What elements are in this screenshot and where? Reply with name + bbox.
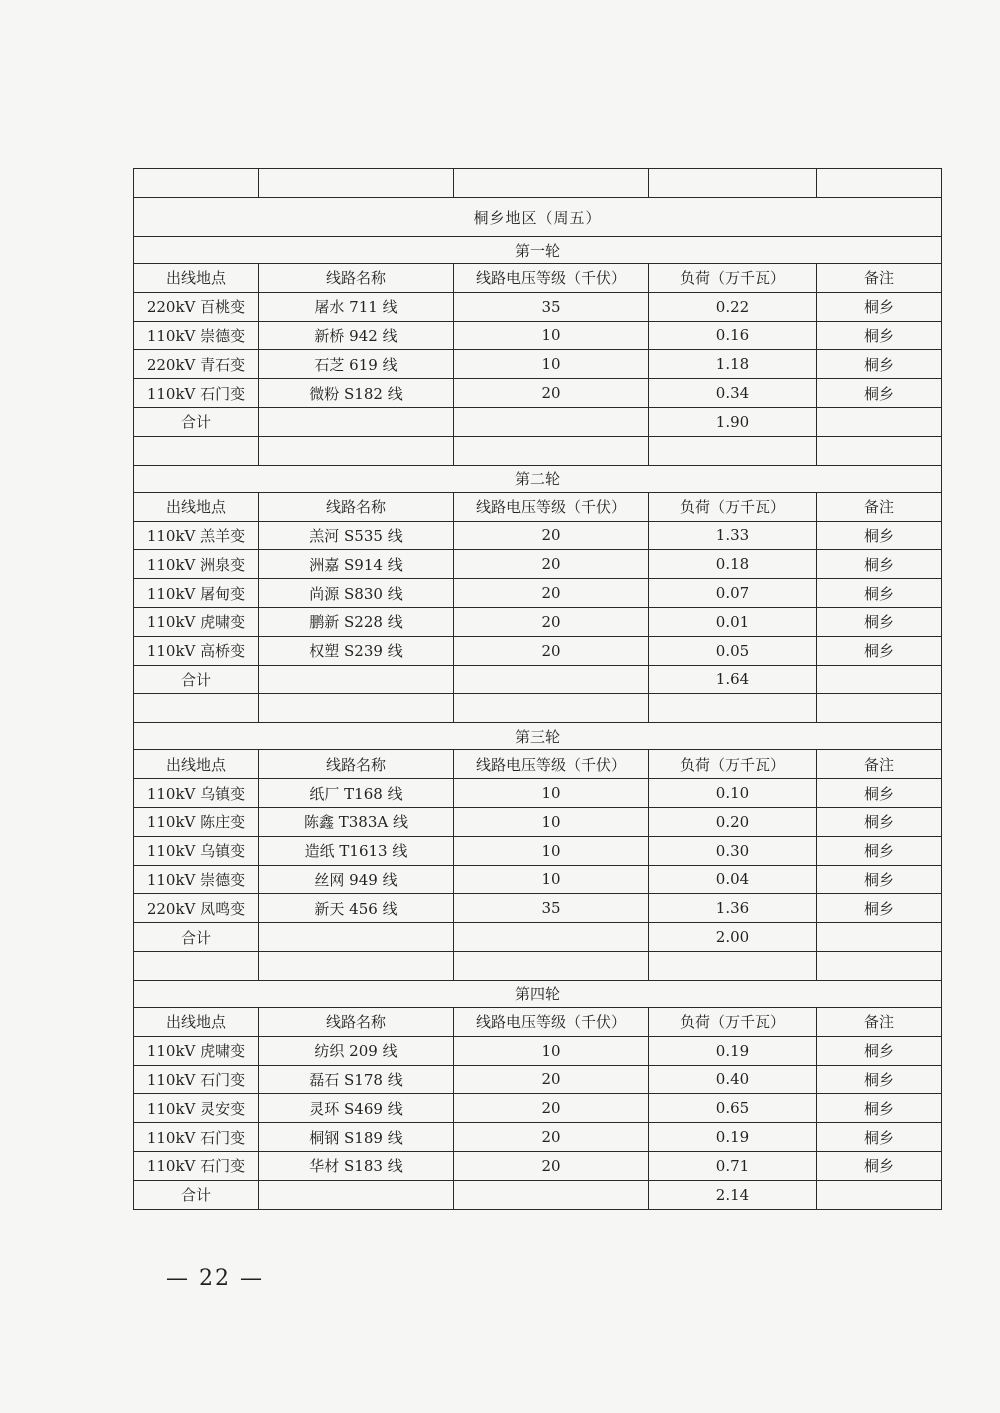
header-voltage: 线路电压等级（千伏） [454,750,649,779]
voltage-cell: 20 [454,1123,649,1152]
round-title-row [134,723,942,750]
voltage-cell: 10 [454,321,649,350]
empty-cell [817,665,942,694]
load-cell: 0.34 [649,379,817,408]
location-cell: 110kV 屠甸变 [134,579,259,608]
empty-cell [259,1180,454,1209]
line-name-cell: 造纸 T1613 线 [259,836,454,865]
round-title: 第四轮 [134,980,942,1007]
voltage-cell: 20 [454,579,649,608]
remark-cell: 桐乡 [817,292,942,321]
remark-cell: 桐乡 [817,607,942,636]
voltage-cell: 20 [454,1151,649,1180]
header-remark: 备注 [817,264,942,293]
empty-cell [454,407,649,436]
spacer-row [134,436,942,465]
empty-cell [259,407,454,436]
table-row [134,779,942,808]
round-title: 第一轮 [134,237,942,264]
header-row [134,492,942,521]
voltage-cell: 20 [454,607,649,636]
load-cell: 0.05 [649,636,817,665]
empty-cell [259,923,454,952]
empty-cell [817,1180,942,1209]
line-name-cell: 羔河 S535 线 [259,521,454,550]
total-label: 合计 [134,665,259,694]
total-value: 2.14 [649,1180,817,1209]
header-line-name: 线路名称 [259,750,454,779]
voltage-cell: 20 [454,521,649,550]
remark-cell: 桐乡 [817,550,942,579]
voltage-cell: 35 [454,894,649,923]
location-cell: 110kV 乌镇变 [134,836,259,865]
total-row [134,923,942,952]
remark-cell: 桐乡 [817,1065,942,1094]
remark-cell: 桐乡 [817,779,942,808]
voltage-cell: 10 [454,1036,649,1065]
table-row [134,1151,942,1180]
location-cell: 110kV 羔羊变 [134,521,259,550]
location-cell: 110kV 石门变 [134,379,259,408]
load-cell: 0.18 [649,550,817,579]
region-title-row [134,198,942,237]
table-row [134,607,942,636]
header-location: 出线地点 [134,264,259,293]
empty-cell [817,923,942,952]
header-location: 出线地点 [134,492,259,521]
remark-cell: 桐乡 [817,1123,942,1152]
table-row [134,321,942,350]
location-cell: 220kV 青石变 [134,350,259,379]
round-title-row [134,980,942,1007]
empty-cell [259,665,454,694]
empty-cell [817,407,942,436]
location-cell: 110kV 崇德变 [134,321,259,350]
table-row [134,1123,942,1152]
location-cell: 110kV 石门变 [134,1123,259,1152]
line-name-cell: 磊石 S178 线 [259,1065,454,1094]
line-name-cell: 新桥 942 线 [259,321,454,350]
location-cell: 110kV 石门变 [134,1065,259,1094]
header-load: 负荷（万千瓦） [649,750,817,779]
header-load: 负荷（万千瓦） [649,1007,817,1036]
load-cell: 0.20 [649,807,817,836]
location-cell: 110kV 乌镇变 [134,779,259,808]
line-name-cell: 新天 456 线 [259,894,454,923]
table-row [134,579,942,608]
remark-cell: 桐乡 [817,1151,942,1180]
line-name-cell: 丝网 949 线 [259,865,454,894]
remark-cell: 桐乡 [817,865,942,894]
location-cell: 110kV 虎啸变 [134,607,259,636]
voltage-cell: 10 [454,865,649,894]
location-cell: 110kV 洲泉变 [134,550,259,579]
line-name-cell: 洲嘉 S914 线 [259,550,454,579]
table-row [134,350,942,379]
total-label: 合计 [134,407,259,436]
remark-cell: 桐乡 [817,1094,942,1123]
line-name-cell: 屠水 711 线 [259,292,454,321]
load-cell: 0.22 [649,292,817,321]
location-cell: 110kV 虎啸变 [134,1036,259,1065]
load-cell: 0.19 [649,1036,817,1065]
empty-cell [454,923,649,952]
table-row [134,521,942,550]
location-cell: 110kV 高桥变 [134,636,259,665]
header-load: 负荷（万千瓦） [649,492,817,521]
line-name-cell: 华材 S183 线 [259,1151,454,1180]
header-load: 负荷（万千瓦） [649,264,817,293]
line-name-cell: 灵环 S469 线 [259,1094,454,1123]
remark-cell: 桐乡 [817,379,942,408]
region-title: 桐乡地区（周五） [134,198,942,237]
line-name-cell: 微粉 S182 线 [259,379,454,408]
remark-cell: 桐乡 [817,636,942,665]
line-name-cell: 权塑 S239 线 [259,636,454,665]
table-row [134,379,942,408]
total-row [134,407,942,436]
load-cell: 0.40 [649,1065,817,1094]
load-cell: 1.33 [649,521,817,550]
table-row [134,894,942,923]
header-voltage: 线路电压等级（千伏） [454,264,649,293]
table-row [134,636,942,665]
line-name-cell: 桐钢 S189 线 [259,1123,454,1152]
table-row [134,836,942,865]
voltage-cell: 20 [454,1065,649,1094]
total-value: 1.90 [649,407,817,436]
load-cell: 0.19 [649,1123,817,1152]
table-row [134,865,942,894]
remark-cell: 桐乡 [817,521,942,550]
location-cell: 110kV 崇德变 [134,865,259,894]
total-row [134,665,942,694]
remark-cell: 桐乡 [817,579,942,608]
round-title: 第二轮 [134,465,942,492]
page-number: — 22 — [166,1266,264,1291]
load-cell: 0.01 [649,607,817,636]
spacer-row [134,951,942,980]
empty-cell [454,1180,649,1209]
header-line-name: 线路名称 [259,492,454,521]
header-row [134,1007,942,1036]
remark-cell: 桐乡 [817,836,942,865]
load-cell: 1.36 [649,894,817,923]
voltage-cell: 20 [454,1094,649,1123]
voltage-cell: 10 [454,836,649,865]
line-name-cell: 鹏新 S228 线 [259,607,454,636]
load-cell: 0.07 [649,579,817,608]
voltage-cell: 20 [454,379,649,408]
header-location: 出线地点 [134,750,259,779]
header-location: 出线地点 [134,1007,259,1036]
total-label: 合计 [134,923,259,952]
header-row [134,750,942,779]
header-voltage: 线路电压等级（千伏） [454,492,649,521]
total-value: 1.64 [649,665,817,694]
voltage-cell: 10 [454,779,649,808]
line-name-cell: 纺织 209 线 [259,1036,454,1065]
voltage-cell: 35 [454,292,649,321]
round-title: 第三轮 [134,723,942,750]
voltage-cell: 10 [454,807,649,836]
line-name-cell: 纸厂 T168 线 [259,779,454,808]
table-row [134,550,942,579]
location-cell: 110kV 石门变 [134,1151,259,1180]
location-cell: 220kV 百桃变 [134,292,259,321]
load-cell: 0.30 [649,836,817,865]
load-shedding-table [133,168,942,1210]
top-blank-row [134,169,942,198]
load-cell: 0.04 [649,865,817,894]
load-cell: 1.18 [649,350,817,379]
table-row [134,1036,942,1065]
remark-cell: 桐乡 [817,1036,942,1065]
round-title-row [134,465,942,492]
load-cell: 0.71 [649,1151,817,1180]
table-row [134,1094,942,1123]
total-label: 合计 [134,1180,259,1209]
table-row [134,1065,942,1094]
header-row [134,264,942,293]
remark-cell: 桐乡 [817,894,942,923]
voltage-cell: 20 [454,550,649,579]
remark-cell: 桐乡 [817,321,942,350]
voltage-cell: 20 [454,636,649,665]
location-cell: 110kV 陈庄变 [134,807,259,836]
line-name-cell: 石芝 619 线 [259,350,454,379]
table-row [134,807,942,836]
round-title-row [134,237,942,264]
header-remark: 备注 [817,1007,942,1036]
total-value: 2.00 [649,923,817,952]
header-remark: 备注 [817,492,942,521]
load-cell: 0.10 [649,779,817,808]
load-cell: 0.16 [649,321,817,350]
remark-cell: 桐乡 [817,350,942,379]
header-line-name: 线路名称 [259,264,454,293]
location-cell: 220kV 凤鸣变 [134,894,259,923]
empty-cell [454,665,649,694]
remark-cell: 桐乡 [817,807,942,836]
table-row [134,292,942,321]
voltage-cell: 10 [454,350,649,379]
line-name-cell: 尚源 S830 线 [259,579,454,608]
location-cell: 110kV 灵安变 [134,1094,259,1123]
header-remark: 备注 [817,750,942,779]
line-name-cell: 陈鑫 T383A 线 [259,807,454,836]
header-voltage: 线路电压等级（千伏） [454,1007,649,1036]
header-line-name: 线路名称 [259,1007,454,1036]
spacer-row [134,694,942,723]
load-cell: 0.65 [649,1094,817,1123]
total-row [134,1180,942,1209]
